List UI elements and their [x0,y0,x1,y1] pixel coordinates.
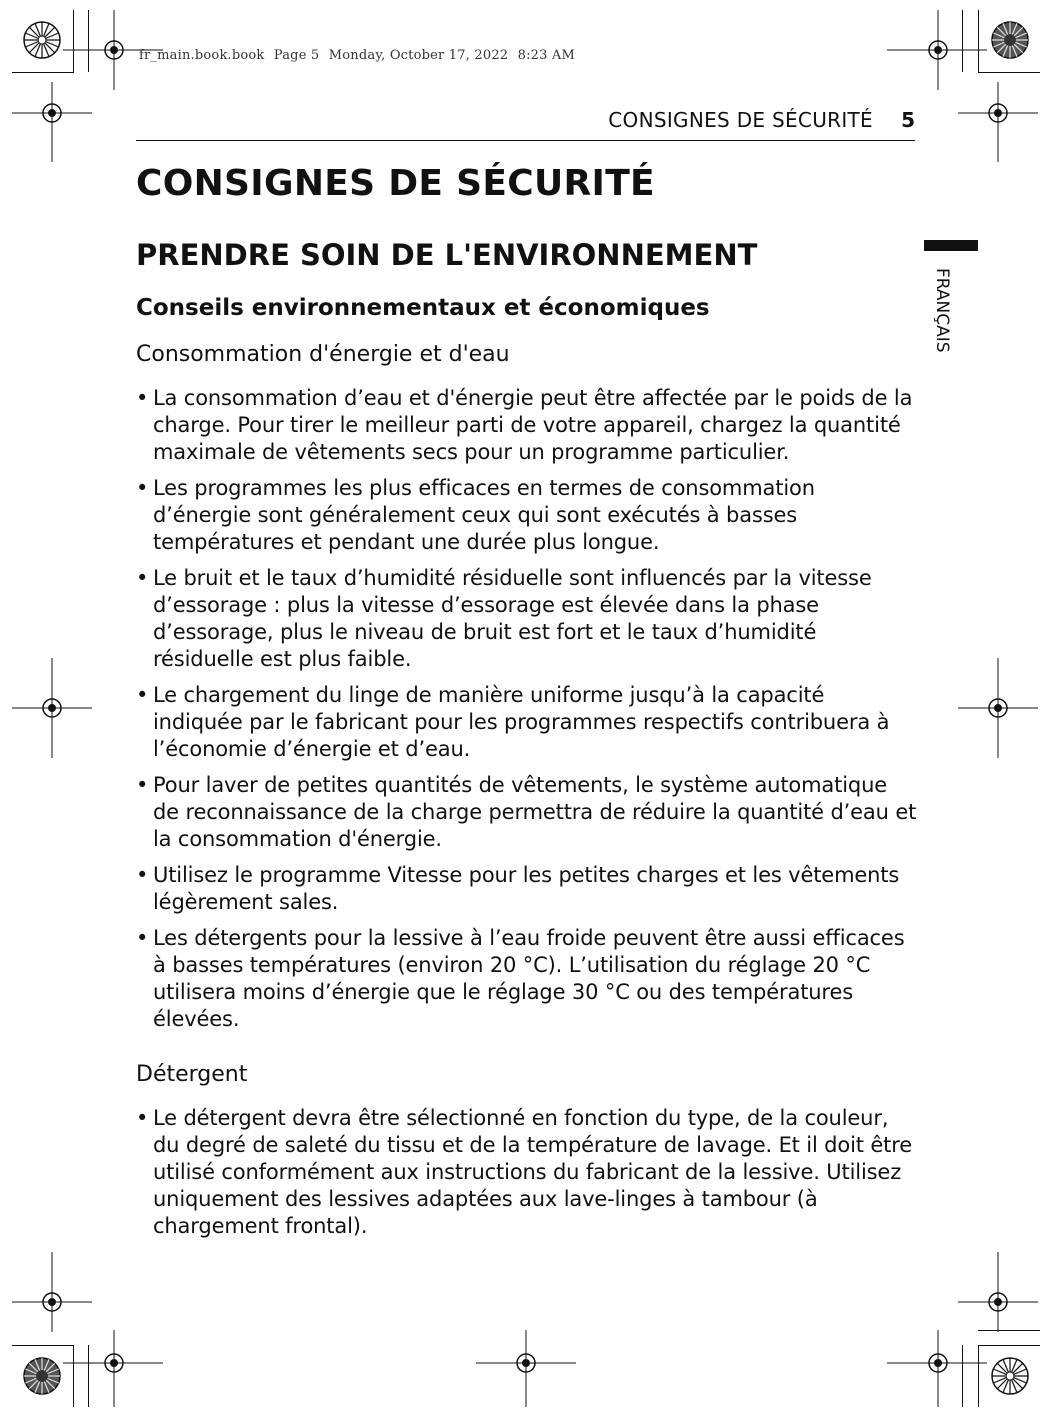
registration-crosshair-icon [63,1330,163,1407]
registration-crosshair-icon [12,82,92,162]
registration-crosshair-icon [476,1330,576,1407]
list-item-text: Utilisez le programme Vitesse pour les petites charges et les vêtements légèrement sales. [153,863,900,914]
page-number: 5 [901,108,915,132]
list-item-text: Le bruit et le taux d’humidité résiduelle sont influencés par la vitesse d’essorage : plus la vitesse d’essorage est élevée dans la phase d’essorage, plus le niveau de bruit est fort et le taux d’humidité résiduelle est plus faible. [153,566,872,671]
list-item [136,862,918,916]
registration-crosshair-icon [958,82,1038,162]
list-item-text: Pour laver de petites quantités de vêtements, le système automatique de reconnaissance de la charge permettra de réduire la quantité d’eau et la consommation d'énergie. [153,773,917,851]
language-tab [926,268,956,368]
print-file: fr_main.book.book [139,48,265,63]
group-label-consumption: Consommation d'énergie et d'eau [136,342,510,367]
crop-line [978,1345,1040,1346]
list-item [136,475,918,556]
list-item [136,565,918,673]
section-subheading: Conseils environnementaux et économiques [136,295,710,321]
list-item [136,925,918,1033]
page-title: CONSIGNES DE SÉCURITÉ [136,163,655,204]
detergent-bullet-list [136,1105,918,1240]
bullet-dot: • [136,386,149,410]
bullet-dot: • [136,863,149,887]
list-item-text: La consommation d’eau et d'énergie peut être affectée par le poids de la charge. Pour tirer le meilleur parti de votre appareil, chargez la quantité maximale de vêtements secs pour un programme particulier. [153,386,913,464]
color-wheel-icon [990,20,1030,60]
group-label-detergent: Détergent [136,1062,248,1087]
registration-crosshair-icon [63,10,163,90]
registration-crosshair-icon [958,658,1038,758]
registration-crosshair-icon [958,1252,1038,1332]
bullet-dot: • [136,566,149,590]
list-item [136,385,918,466]
list-item-text: Le détergent devra être sélectionné en fonction du type, de la couleur, du degré de saleté du tissu et de la température de lavage. Et il doit être utilisé conformément aux instructions du fabricant de la lessive. Utilisez uniquement des lessives adaptées aux lave-linges à tambour (à chargement frontal). [153,1106,913,1238]
bullet-dot: • [136,1106,149,1130]
language-label: FRANÇAIS [932,268,952,353]
list-item-text: Les détergents pour la lessive à l’eau froide peuvent être aussi efficaces à basses températures (environ 20 °C). L’utilisation du réglage 20 °C utilisera moins d’énergie que le réglage 30 °C ou des températures élevées. [153,926,905,1031]
crop-line [978,72,1040,73]
consumption-bullet-list [136,385,918,1033]
list-item [136,772,918,853]
language-tab-bar [924,240,978,251]
registration-crosshair-icon [887,1330,987,1407]
print-time: 8:23 AM [517,48,576,63]
bullet-dot: • [136,476,149,500]
list-item-text: Les programmes les plus efficaces en termes de consommation d’énergie sont généralement ceux qui sont exécutés à basses températures et pendant une durée plus longue. [153,476,815,554]
bullet-dot: • [136,773,149,797]
print-info-line [139,48,580,63]
running-header [136,104,915,141]
list-item [136,1105,918,1240]
color-wheel-icon [22,1356,62,1396]
list-item [136,682,918,763]
main-content [136,160,918,1249]
registration-crosshair-icon [12,658,92,758]
section-heading: PRENDRE SOIN DE L'ENVIRONNEMENT [136,238,758,272]
print-date: Monday, October 17, 2022 [328,48,509,63]
print-page: Page 5 [273,48,320,63]
bullet-dot: • [136,683,149,707]
color-wheel-icon [22,20,62,60]
registration-crosshair-icon [887,10,987,90]
running-title: CONSIGNES DE SÉCURITÉ [608,108,873,132]
color-wheel-icon [990,1356,1030,1396]
bullet-dot: • [136,926,149,950]
list-item-text: Le chargement du linge de manière uniforme jusqu’à la capacité indiquée par le fabricant pour les programmes respectifs contribuera à l’économie d’énergie et d’eau. [153,683,890,761]
registration-crosshair-icon [12,1252,92,1332]
